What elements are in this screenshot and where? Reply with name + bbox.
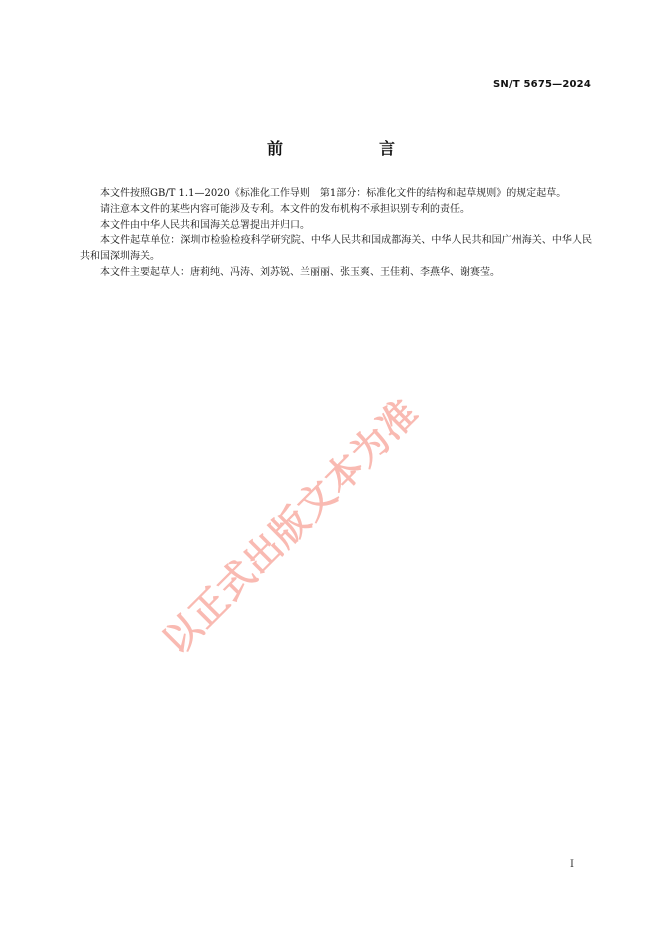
paragraph-drafting-units: 本文件起草单位：深圳市检验检疫科学研究院、中华人民共和国成都海关、中华人民共和国广州海关、中华人民共和国深圳海关。 — [80, 235, 592, 263]
foreword-body — [80, 186, 592, 281]
watermark-text: 以正式出版文本为准 — [154, 390, 427, 663]
document-code: SN/T 5675—2024 — [493, 79, 591, 90]
paragraph-drafting-rules: 本文件按照GB/T 1.1—2020《标准化工作导则 第1部分：标准化文件的结构和起草规则》的规定起草。 — [100, 188, 567, 199]
paragraph-drafters: 本文件主要起草人：唐莉纯、冯涛、刘苏锐、兰丽丽、张玉爽、王佳莉、李燕华、谢赛莹。 — [100, 266, 500, 278]
page-title: 前 言 — [266, 139, 435, 158]
page-number: I — [570, 859, 574, 870]
paragraph-proposer: 本文件由中华人民共和国海关总署提出并归口。 — [100, 219, 310, 231]
paragraph-patent-notice: 请注意本文件的某些内容可能涉及专利。本文件的发布机构不承担识别专利的责任。 — [100, 203, 470, 215]
